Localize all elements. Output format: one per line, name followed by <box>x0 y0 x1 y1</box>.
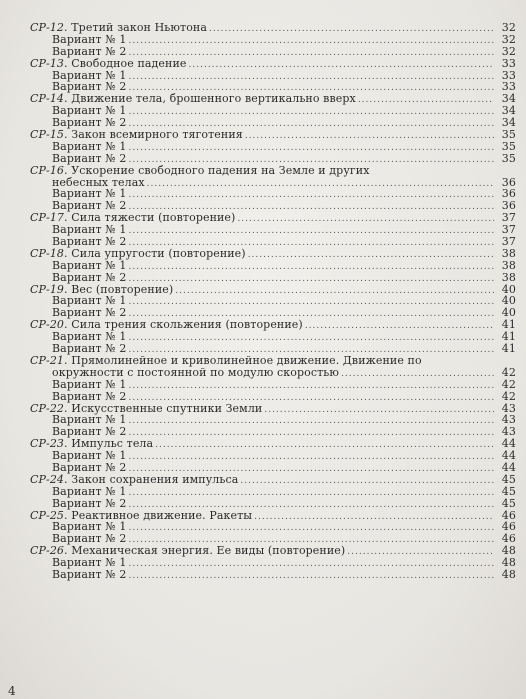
toc-leader-dots <box>129 333 495 345</box>
toc-entry-title: Вариант № 2 <box>52 80 127 94</box>
toc-page-number: 40 <box>501 306 516 320</box>
toc-page-number: 33 <box>501 80 516 94</box>
toc-page-number: 36 <box>501 187 516 201</box>
toc-entry-title: Вариант № 2 <box>52 460 127 474</box>
toc-entry-title: Вариант № 1 <box>52 187 127 201</box>
toc-entry-title: Вариант № 1 <box>52 258 127 272</box>
toc-entry-title: Сила тяжести (повторение) <box>71 211 236 225</box>
toc-entry-title: Вариант № 2 <box>52 270 127 284</box>
toc-leader-dots <box>129 452 495 464</box>
toc-leader-dots <box>129 523 495 535</box>
toc-page-number: 35 <box>501 151 516 165</box>
toc-page-number: 34 <box>501 116 516 130</box>
toc-entry-title: Вариант № 1 <box>52 520 127 534</box>
toc-entry-title: Вариант № 1 <box>52 104 127 118</box>
toc-entry-title: небесных телах <box>52 175 145 189</box>
toc-entry-code: СР-15. <box>30 128 68 142</box>
toc-entry-title: Вариант № 1 <box>52 413 127 427</box>
toc-page-number: 46 <box>501 520 516 534</box>
toc-page-number: 48 <box>501 556 516 570</box>
toc-page-number: 34 <box>501 104 516 118</box>
toc-entry-title: Вариант № 1 <box>52 294 127 308</box>
toc-entry-title: Вариант № 2 <box>52 116 127 130</box>
toc-entry-title: окружности с постоянной по модулю скоростью <box>52 365 340 379</box>
toc-page-number: 43 <box>501 425 516 439</box>
toc-entry-title: Импульс тела <box>71 437 154 451</box>
toc-page-number: 40 <box>501 282 516 296</box>
toc-entry-title: Вес (повторение) <box>71 282 174 296</box>
page-number: 4 <box>8 684 16 698</box>
toc-entry-title: Вариант № 1 <box>52 377 127 391</box>
toc-leader-dots <box>129 274 495 286</box>
toc-page-number: 43 <box>501 401 516 415</box>
toc-entry-code: СР-20. <box>30 318 68 332</box>
toc-leader-dots <box>129 72 495 84</box>
toc-leader-dots <box>245 131 494 143</box>
toc-entry-title: Вариант № 1 <box>52 32 127 46</box>
table-of-contents <box>30 22 516 581</box>
toc-leader-dots <box>129 190 495 202</box>
toc-page-number: 45 <box>501 496 516 510</box>
toc-page-number: 35 <box>501 128 516 142</box>
toc-leader-dots <box>237 214 494 226</box>
toc-entry-code: СР-26. <box>30 544 68 558</box>
toc-page-number: 42 <box>501 377 516 391</box>
toc-page-number: 44 <box>501 437 516 451</box>
toc-entry-title: Вариант № 2 <box>52 532 127 546</box>
toc-entry-title: Вариант № 1 <box>52 556 127 570</box>
toc-entry-title: Сила упругости (повторение) <box>71 246 246 260</box>
toc-entry-title: Ускорение свободного падения на Земле и других <box>71 163 370 177</box>
toc-leader-dots <box>129 416 495 428</box>
toc-page-number: 44 <box>501 449 516 463</box>
toc-leader-dots <box>147 179 494 191</box>
toc-entry-title: Вариант № 2 <box>52 44 127 58</box>
toc-entry-code: СР-19. <box>30 282 68 296</box>
toc-entry-label <box>52 569 127 581</box>
toc-entry-title: Вариант № 2 <box>52 235 127 249</box>
toc-page-number: 42 <box>501 389 516 403</box>
toc-page-number: 36 <box>501 175 516 189</box>
toc-page-number: 48 <box>501 567 516 581</box>
toc-page-number: 46 <box>501 532 516 546</box>
toc-entry-title: Закон всемирного тяготения <box>71 128 243 142</box>
toc-leader-dots <box>129 559 495 571</box>
toc-page-number: 38 <box>501 258 516 272</box>
toc-entry-title: Прямолинейное и криволинейное движение. Движение по <box>71 353 422 367</box>
toc-entry-title: Сила трения скольжения (повторение) <box>71 318 303 332</box>
toc-leader-dots <box>264 405 494 417</box>
toc-entry-title: Искусственные спутники Земли <box>71 401 263 415</box>
toc-entry-code: СР-16. <box>30 163 68 177</box>
toc-page-number: 46 <box>501 508 516 522</box>
toc-entry-code: СР-25. <box>30 508 68 522</box>
toc-entry-code: СР-18. <box>30 246 68 260</box>
toc-entry-code: СР-22. <box>30 401 68 415</box>
toc-entry-title: Вариант № 1 <box>52 484 127 498</box>
toc-page-number: 43 <box>501 413 516 427</box>
toc-entry-code: СР-14. <box>30 92 68 106</box>
toc-entry-code: СР-24. <box>30 472 68 486</box>
toc-page-number: 36 <box>501 199 516 213</box>
toc-entry-title: Вариант № 2 <box>52 151 127 165</box>
toc-leader-dots <box>209 24 494 36</box>
toc-entry-title: Вариант № 1 <box>52 449 127 463</box>
toc-page-number: 32 <box>501 21 516 34</box>
toc-leader-dots <box>189 60 494 72</box>
toc-page-number: 37 <box>501 211 516 225</box>
toc-variant-line <box>30 569 516 581</box>
toc-leader-dots <box>129 297 495 309</box>
toc-entry-title: Вариант № 2 <box>52 496 127 510</box>
toc-entry-title: Третий закон Ньютона <box>71 21 208 34</box>
toc-leader-dots <box>129 107 495 119</box>
toc-page-number: 32 <box>501 32 516 46</box>
toc-page-number: 40 <box>501 294 516 308</box>
toc-page-number: 37 <box>501 223 516 237</box>
toc-leader-dots <box>129 428 495 440</box>
toc-leader-dots <box>129 226 495 238</box>
toc-entry-title: Вариант № 2 <box>52 306 127 320</box>
toc-entry-title: Вариант № 1 <box>52 330 127 344</box>
toc-leader-dots <box>129 381 495 393</box>
toc-leader-dots <box>129 143 495 155</box>
toc-leader-dots <box>155 440 494 452</box>
toc-page-number: 45 <box>501 484 516 498</box>
toc-entry-code: СР-12. <box>30 21 68 34</box>
toc-leader-dots <box>129 36 495 48</box>
toc-entry-title: Вариант № 1 <box>52 139 127 153</box>
toc-page-number: 48 <box>501 544 516 558</box>
toc-entry-code: СР-17. <box>30 211 68 225</box>
toc-entry-title: Вариант № 1 <box>52 68 127 82</box>
toc-page-number: 32 <box>501 44 516 58</box>
toc-leader-dots <box>254 512 494 524</box>
toc-leader-dots <box>129 488 495 500</box>
toc-entry-code: СР-13. <box>30 56 68 70</box>
toc-page-number: 35 <box>501 139 516 153</box>
toc-page-number: 44 <box>501 460 516 474</box>
toc-entry-title: Движение тела, брошенного вертикально вверх <box>71 92 356 106</box>
toc-entry-title: Вариант № 2 <box>52 389 127 403</box>
toc-leader-dots <box>305 321 494 333</box>
toc-entry-title: Вариант № 1 <box>52 223 127 237</box>
toc-page-number: 45 <box>501 472 516 486</box>
toc-page-number: 37 <box>501 235 516 249</box>
toc-page-number: 41 <box>501 318 516 332</box>
toc-leader-dots <box>358 95 494 107</box>
toc-page-number: 34 <box>501 92 516 106</box>
toc-entry-code: СР-21. <box>30 353 68 367</box>
toc-page-number: 41 <box>501 330 516 344</box>
toc-entry-title: Вариант № 2 <box>52 425 127 439</box>
toc-leader-dots <box>341 369 494 381</box>
toc-entry-title: Вариант № 2 <box>52 567 127 581</box>
toc-entry-title: Вариант № 2 <box>52 342 127 356</box>
toc-entry-title: Закон сохранения импульса <box>71 472 239 486</box>
toc-leader-dots <box>347 547 494 559</box>
toc-leader-dots <box>129 571 495 583</box>
toc-entry-title: Вариант № 2 <box>52 199 127 213</box>
toc-page-number: 38 <box>501 270 516 284</box>
toc-entry-code: СР-23. <box>30 437 68 451</box>
toc-leader-dots <box>129 262 495 274</box>
toc-entry-title: Реактивное движение. Ракеты <box>71 508 253 522</box>
toc-page-number: 41 <box>501 342 516 356</box>
toc-page-number: 42 <box>501 365 516 379</box>
toc-leader-dots <box>248 250 494 262</box>
toc-leader-dots <box>240 476 494 488</box>
toc-page-number: 38 <box>501 246 516 260</box>
toc-leader-dots <box>175 286 494 298</box>
toc-entry-title: Механическая энергия. Ее виды (повторение) <box>71 544 346 558</box>
toc-page-number: 33 <box>501 68 516 82</box>
toc-entry-title: Свободное падение <box>71 56 187 70</box>
toc-page-number: 33 <box>501 56 516 70</box>
